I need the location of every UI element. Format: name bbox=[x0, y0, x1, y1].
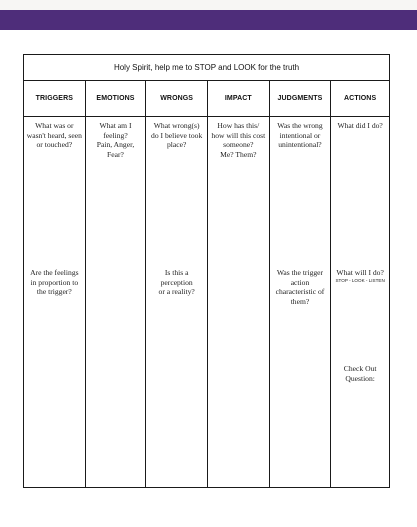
top-margin bbox=[0, 0, 417, 10]
header-wrongs: WRONGS bbox=[146, 81, 208, 116]
actions-stop-look-listen: STOP - LOOK - LISTEN bbox=[335, 278, 385, 283]
impact-question-1: How has this/ how will this cost someone? Me? Them? bbox=[211, 121, 266, 159]
header-actions: ACTIONS bbox=[344, 95, 377, 102]
column-emotions bbox=[86, 117, 147, 487]
worksheet-body bbox=[24, 117, 389, 487]
header-band bbox=[0, 10, 417, 30]
header-emotions: EMOTIONS bbox=[86, 81, 147, 116]
column-judgments bbox=[270, 117, 332, 487]
wrongs-question-1: What wrong(s) do I believe took place? bbox=[151, 121, 203, 150]
column-wrongs bbox=[146, 117, 208, 487]
column-impact bbox=[208, 117, 270, 487]
column-triggers bbox=[24, 117, 86, 487]
worksheet-table bbox=[23, 54, 390, 488]
triggers-question-2: Are the feelings in proportion to the trigger? bbox=[30, 268, 79, 297]
worksheet-title: Holy Spirit, help me to STOP and LOOK for the truth bbox=[24, 55, 389, 81]
triggers-question-1: What was or wasn't heard, seen or touched? bbox=[26, 121, 82, 150]
header-row bbox=[24, 81, 389, 117]
header-impact: IMPACT bbox=[208, 81, 270, 116]
actions-question-3: Check Out Question: bbox=[343, 364, 377, 383]
header-triggers: TRIGGERS bbox=[24, 81, 86, 116]
header-judgments: JUDGMENTS bbox=[270, 81, 332, 116]
judgments-question-2: Was the trigger action characteristic of them? bbox=[275, 268, 325, 306]
actions-question-2: What will I do? bbox=[336, 268, 384, 277]
actions-question-1: What did I do? bbox=[337, 121, 383, 130]
wrongs-question-2: Is this a perception or a reality? bbox=[158, 268, 195, 297]
column-actions bbox=[331, 117, 389, 487]
emotions-question-1: What am I feeling? Pain, Anger, Fear? bbox=[96, 121, 135, 159]
judgments-question-1: Was the wrong intentional or unintentional? bbox=[277, 121, 323, 150]
